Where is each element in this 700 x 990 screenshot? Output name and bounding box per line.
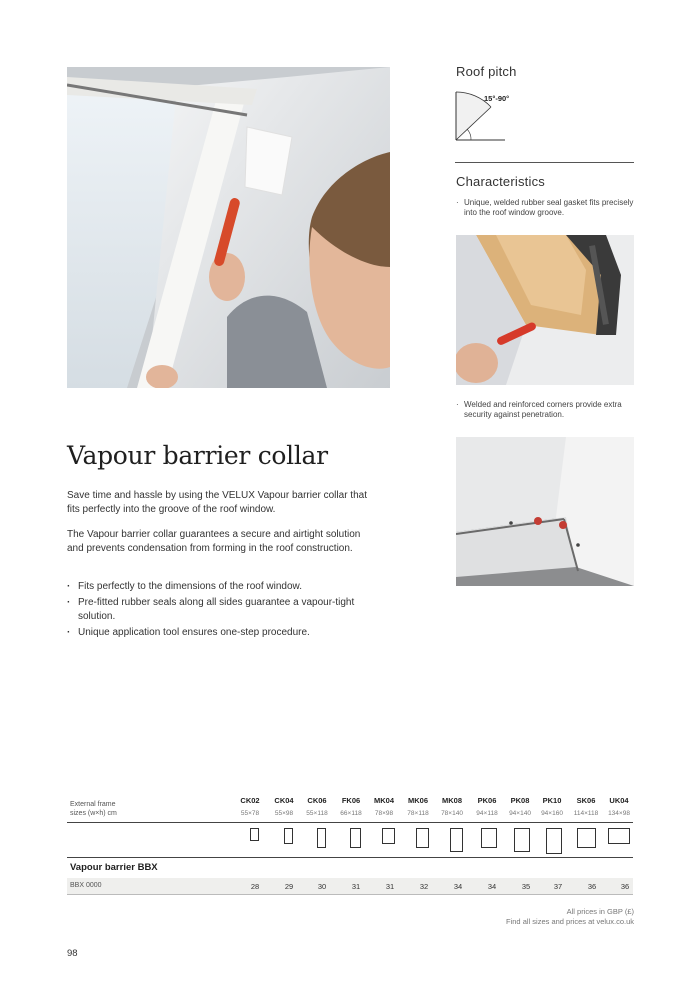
price-cell: 34 [453, 882, 463, 891]
currency-note: All prices in GBP (£) [566, 907, 634, 916]
section-divider [455, 162, 634, 163]
size-dimension: 94×140 [509, 810, 531, 817]
price-cell: 34 [487, 882, 497, 891]
window-size-icon [350, 828, 361, 848]
product-title: Vapour barrier BBX [70, 862, 158, 873]
description-paragraph: The Vapour barrier collar guarantees a secure and airtight solution and prevents condensation from forming in the roof construction. [67, 529, 361, 554]
size-dimension: 134×98 [608, 810, 630, 817]
price-cell: 29 [284, 882, 294, 891]
window-size-icon [514, 828, 530, 852]
price-cell: 32 [419, 882, 429, 891]
roof-pitch-heading: Roof pitch [456, 64, 517, 79]
size-dimension: 114×118 [573, 810, 599, 817]
table-divider [67, 822, 633, 823]
size-code: CK02 [240, 796, 260, 805]
size-dimension: 94×118 [476, 810, 498, 817]
feature-item: · Pre-fitted rubber seals along all sides guarantee a vapour-tight solution. [67, 596, 367, 623]
size-code: CK06 [307, 796, 327, 805]
page-number: 98 [67, 948, 78, 959]
size-dimension: 55×118 [306, 810, 328, 817]
size-code: MK08 [441, 796, 462, 805]
window-size-icon [284, 828, 293, 844]
main-photo [67, 67, 390, 388]
size-code: SK06 [576, 796, 596, 805]
size-dimension: 78×118 [407, 810, 429, 817]
size-code: MK04 [373, 796, 394, 805]
price-cell: 36 [587, 882, 597, 891]
size-dimension: 55×78 [240, 810, 260, 817]
product-code: BBX 0000 [70, 882, 102, 889]
price-cell: 28 [250, 882, 260, 891]
price-cell: 31 [351, 882, 361, 891]
size-dimension: 78×98 [374, 810, 394, 817]
gasket-photo [456, 235, 634, 385]
size-code: FK06 [341, 796, 361, 805]
table-divider [67, 857, 633, 858]
feature-list [67, 580, 367, 642]
price-cell: 36 [620, 882, 630, 891]
intro-paragraph: Save time and hassle by using the VELUX Vapour barrier collar that fits perfectly into the groove of the roof window. [67, 490, 367, 515]
table-header-label-line2: sizes (w×h) cm [70, 810, 117, 817]
window-size-icon [382, 828, 395, 844]
characteristic-item-1: · Unique, welded rubber seal gasket fits precisely into the roof window groove. [456, 198, 634, 217]
table-divider [67, 894, 633, 895]
characteristics-heading: Characteristics [456, 174, 545, 189]
price-cell: 37 [553, 882, 563, 891]
window-size-icon [608, 828, 630, 844]
window-size-icon [450, 828, 463, 852]
price-cell: 35 [521, 882, 531, 891]
corner-photo [456, 437, 634, 586]
table-header-label-line1: External frame [70, 801, 116, 808]
size-code: PK10 [542, 796, 562, 805]
size-code: MK06 [407, 796, 428, 805]
page-title: Vapour barrier collar [67, 441, 328, 470]
price-cell: 31 [385, 882, 395, 891]
feature-item: · Fits perfectly to the dimensions of the roof window. [67, 580, 367, 594]
size-code: CK04 [274, 796, 294, 805]
installer-photo-illustration [67, 67, 390, 388]
window-size-icon [250, 828, 259, 841]
price-cell: 30 [317, 882, 327, 891]
window-size-icon [546, 828, 562, 854]
feature-item: · Unique application tool ensures one-step procedure. [67, 626, 367, 640]
size-dimension: 78×140 [441, 810, 463, 817]
size-dimension: 94×160 [541, 810, 563, 817]
size-dimension: 55×98 [274, 810, 294, 817]
window-size-icon [481, 828, 497, 848]
window-size-icon [416, 828, 429, 848]
size-code: PK08 [510, 796, 530, 805]
gasket-photo-illustration [456, 235, 634, 385]
price-notes [400, 907, 634, 927]
size-code: PK06 [477, 796, 497, 805]
window-size-icon [577, 828, 596, 848]
size-code: UK04 [609, 796, 629, 805]
roof-pitch-value: 15°-90° [484, 94, 510, 103]
characteristic-item-2: · Welded and reinforced corners provide extra security against penetration. [456, 400, 622, 419]
table-header-label [70, 800, 117, 818]
corner-photo-illustration [456, 437, 634, 586]
website-note: Find all sizes and prices at velux.co.uk [506, 917, 634, 926]
window-size-icon [317, 828, 326, 848]
size-dimension: 66×118 [340, 810, 362, 817]
